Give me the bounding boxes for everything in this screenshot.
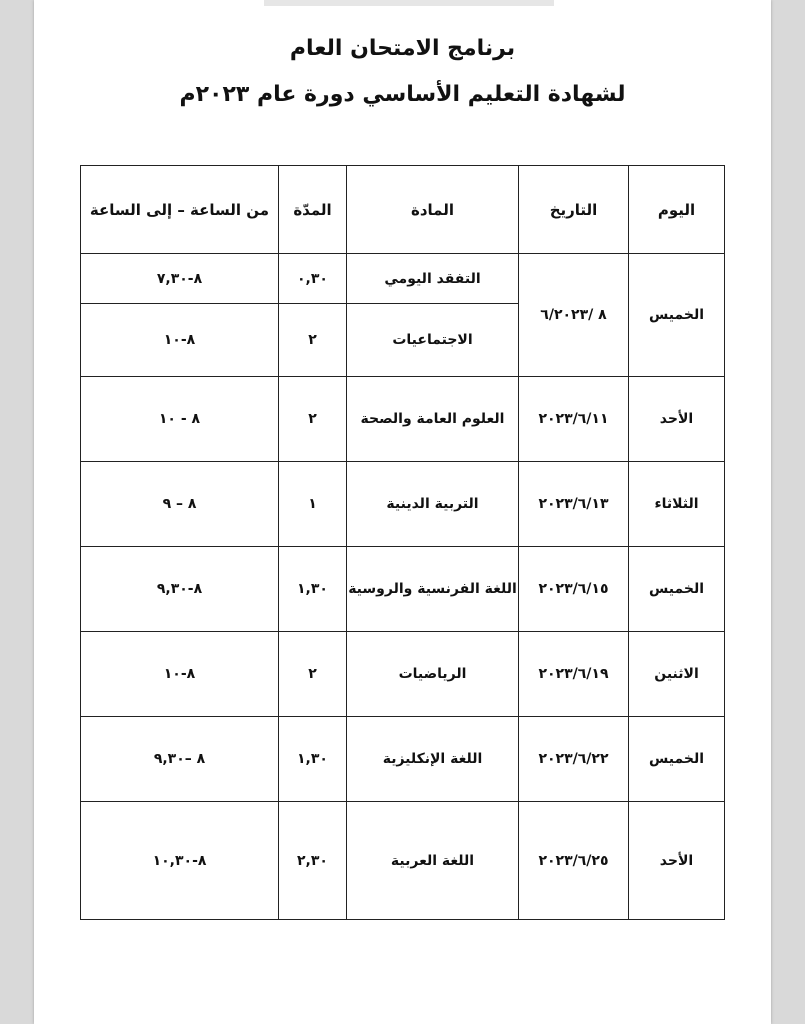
time-value: ٨-١٠ [163, 666, 196, 682]
date-cell [519, 547, 629, 632]
date-cell [519, 632, 629, 717]
table-row [81, 717, 725, 802]
time-value: ٨ - ١٠ [158, 411, 201, 427]
time-cell [81, 717, 279, 802]
subject-cell: الاجتماعيات [347, 304, 519, 377]
table-row [81, 254, 725, 304]
duration-cell [279, 717, 347, 802]
subject-cell: التربية الدينية [347, 462, 519, 547]
duration-value: ٢ [308, 411, 317, 427]
date-cell [519, 717, 629, 802]
day-cell: الأحد [629, 802, 725, 920]
document-subtitle: لشهادة التعليم الأساسي دورة عام ٢٠٢٣م [179, 82, 626, 107]
subject-cell: اللغة الفرنسية والروسية [347, 547, 519, 632]
table-row [81, 547, 725, 632]
table-row [81, 377, 725, 462]
table-row [81, 632, 725, 717]
duration-cell [279, 377, 347, 462]
duration-value: ٢,٣٠ [297, 852, 328, 869]
document-title: برنامج الامتحان العام [289, 36, 516, 61]
time-cell [81, 304, 279, 377]
day-cell: الأحد [629, 377, 725, 462]
date-value: ٢٠٢٣/٦/١٩ [538, 666, 609, 682]
duration-value: ٢ [308, 666, 317, 682]
date-cell [519, 377, 629, 462]
time-cell [81, 547, 279, 632]
subject-cell: اللغة العربية [347, 802, 519, 920]
table-row [81, 462, 725, 547]
duration-value: ١ [308, 496, 317, 512]
duration-value: ٢ [308, 332, 317, 348]
time-cell [81, 462, 279, 547]
date-cell [519, 462, 629, 547]
date-cell [519, 802, 629, 920]
duration-cell [279, 632, 347, 717]
day-cell: الخميس [629, 254, 725, 377]
subject-cell: الرياضيات [347, 632, 519, 717]
duration-value: ١,٣٠ [297, 751, 328, 767]
date-value: ٢٠٢٣/٦/٢٥ [538, 852, 609, 869]
date-value: ٢٠٢٣/٦/١١ [538, 411, 609, 427]
time-value: ٨-٧,٣٠ [156, 270, 203, 287]
time-value: ٨-٩,٣٠ [156, 581, 203, 597]
column-header-day: اليوم [629, 166, 725, 254]
subject-cell: اللغة الإنكليزية [347, 717, 519, 802]
column-header-date: التاريخ [519, 166, 629, 254]
time-value: ٨ –٩,٣٠ [153, 751, 206, 767]
duration-value: ٠,٣٠ [297, 270, 328, 287]
date-value: ٢٠٢٣/٦/١٥ [538, 581, 609, 597]
time-cell [81, 377, 279, 462]
duration-cell [279, 802, 347, 920]
duration-cell [279, 462, 347, 547]
column-header-subject: المادة [347, 166, 519, 254]
day-cell: الخميس [629, 717, 725, 802]
duration-cell [279, 547, 347, 632]
day-cell: الخميس [629, 547, 725, 632]
time-value: ٨-١٠,٣٠ [152, 852, 207, 869]
day-cell: الاثنين [629, 632, 725, 717]
time-value: ٨-١٠ [163, 332, 196, 348]
table-header-row [81, 166, 725, 254]
time-value: ٨ – ٩ [162, 496, 197, 512]
duration-value: ١,٣٠ [297, 581, 328, 597]
exam-schedule-table [80, 165, 725, 920]
date-value: ٨ /٦/٢٠٢٣ [540, 307, 607, 323]
duration-cell [279, 304, 347, 377]
date-cell [519, 254, 629, 377]
column-header-duration: المدّة [279, 166, 347, 254]
subject-cell: التفقد اليومي [347, 254, 519, 304]
duration-cell [279, 254, 347, 304]
time-cell [81, 632, 279, 717]
subject-cell: العلوم العامة والصحة [347, 377, 519, 462]
day-cell: الثلاثاء [629, 462, 725, 547]
date-value: ٢٠٢٣/٦/١٣ [538, 496, 609, 512]
column-header-time: من الساعة – إلى الساعة [81, 166, 279, 254]
table-row [81, 802, 725, 920]
date-value: ٢٠٢٣/٦/٢٢ [538, 751, 609, 767]
time-cell [81, 802, 279, 920]
page-top-edge [264, 0, 554, 6]
time-cell [81, 254, 279, 304]
